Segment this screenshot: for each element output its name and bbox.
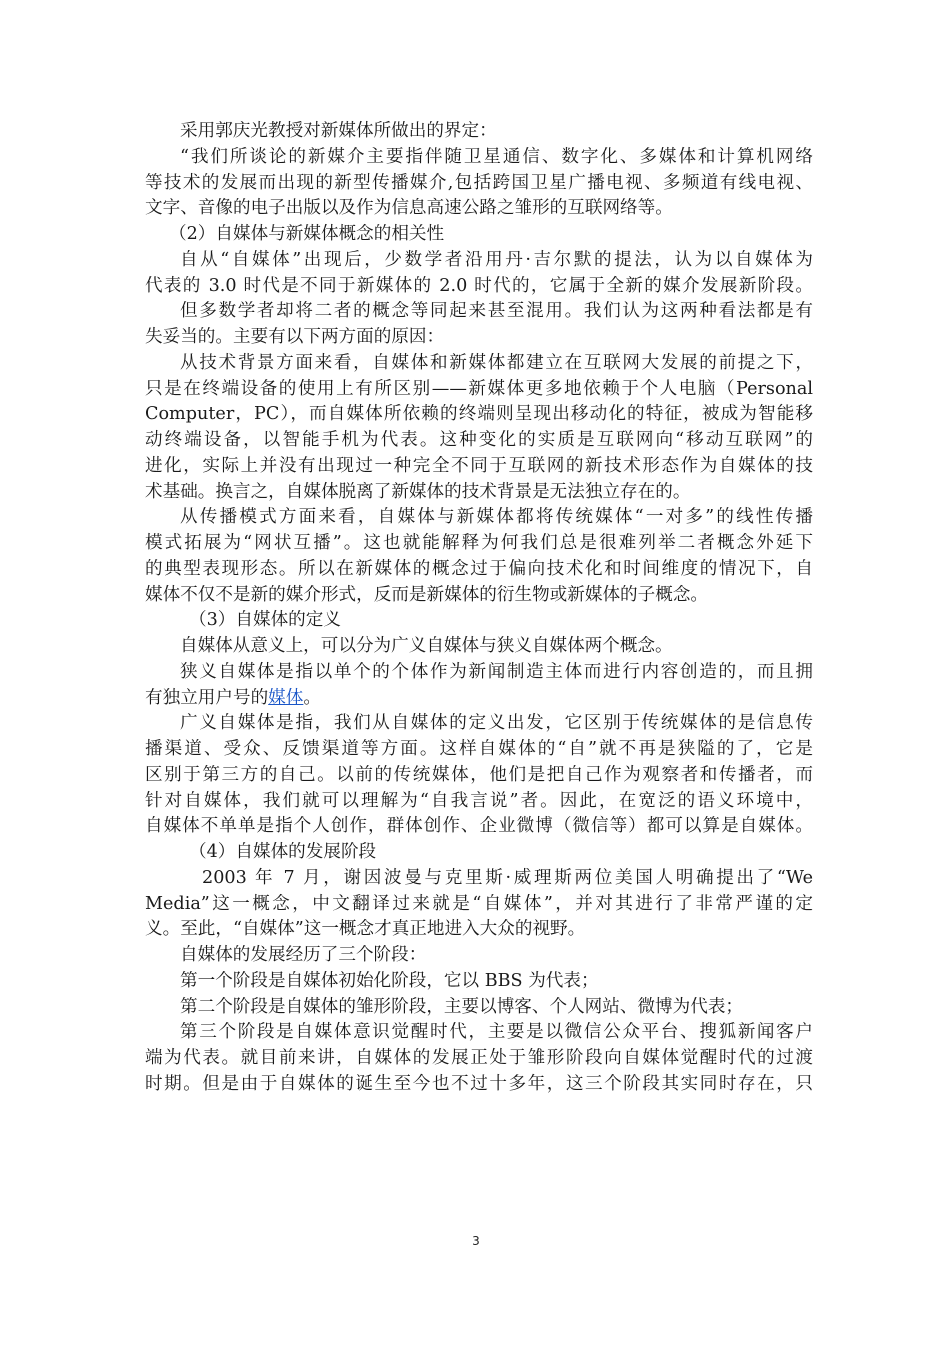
paragraph-line: Computer，PC），而自媒体所依赖的终端则呈现出移动化的特征，被成为智能移 [145, 404, 813, 425]
paragraph-line: 针对自媒体，我们就可以理解为“自我言说”者。因此，在宽泛的语义环境中， [145, 790, 813, 811]
paragraph-line: 的典型表现形态。所以在新媒体的概念过于偏向技术化和时间维度的情况下，自 [145, 558, 813, 579]
paragraph-line: 动终端设备，以智能手机为代表。这种变化的实质是互联网向“移动互联网”的 [145, 430, 813, 450]
paragraph-line: 2003 年 7 月，谢因波曼与克里斯·威理斯两位美国人明确提出了“We [202, 867, 813, 888]
quote-line: 文字、音像的电子出版以及作为信息高速公路之雏形的互联网络等。 [145, 198, 673, 219]
paragraph-line: 自媒体从意义上，可以分为广义自媒体与狭义自媒体两个概念。 [180, 636, 673, 656]
paragraph-line: 进化，实际上并没有出现过一种完全不同于互联网的新技术形态作为自媒体的技 [145, 455, 813, 476]
paragraph-line: 媒体不仅不是新的媒介形式，反而是新媒体的衍生物或新媒体的子概念。 [145, 584, 709, 605]
paragraph-line: 时期。但是由于自媒体的诞生至今也不过十多年，这三个阶段其实同时存在，只 [145, 1073, 813, 1094]
media-link[interactable]: 媒体 [268, 687, 304, 708]
paragraph-line: 广义自媒体是指，我们从自媒体的定义出发，它区别于传统媒体的是信息传 [180, 713, 813, 734]
paragraph-line: 失妥当的。主要有以下两方面的原因： [145, 327, 445, 347]
quote-line: “我们所谈论的新媒介主要指伴随卫星通信、数字化、多媒体和计算机网络 [180, 146, 813, 167]
page-number: 3 [472, 1234, 480, 1248]
paragraph-line: 第二个阶段是自媒体的雏形阶段，主要以博客、个人网站、微博为代表； [180, 996, 744, 1017]
paragraph-line: 从传播模式方面来看，自媒体与新媒体都将传统媒体“一对多”的线性传播 [180, 507, 813, 528]
paragraph-line: 代表的 3.0 时代是不同于新媒体的 2.0 时代的，它属于全新的媒介发展新阶段。 [145, 275, 813, 296]
paragraph-line: 端为代表。就目前来讲，自媒体的发展正处于雏形阶段向自媒体觉醒时代的过渡 [145, 1048, 813, 1068]
paragraph-line: 自从“自媒体”出现后，少数学者沿用丹·吉尔默的提法，认为以自媒体为 [180, 249, 813, 270]
paragraph-line: 第三个阶段是自媒体意识觉醒时代，主要是以微信公众平台、搜狐新闻客户 [180, 1022, 813, 1043]
paragraph-line: 但多数学者却将二者的概念等同起来甚至混用。我们认为这两种看法都是有 [180, 301, 813, 322]
paragraph-line: 自媒体不单单是指个人创作，群体创作、企业微博（微信等）都可以算是自媒体。 [145, 816, 813, 837]
section-heading-2: （2）自媒体与新媒体概念的相关性 [169, 224, 445, 244]
quote-line: 等技术的发展而出现的新型传播媒介,包括跨国卫星广播电视、多频道有线电视、 [145, 172, 813, 193]
paragraph-line: 只是在终端设备的使用上有所区别——新媒体更多地依赖于个人电脑（Personal [145, 378, 813, 399]
paragraph-line: 区别于第三方的自己。以前的传统媒体，他们是把自己作为观察者和传播者，而 [145, 764, 813, 785]
paragraph-line [145, 686, 813, 712]
paragraph-line: Media”这一概念，中文翻译过来就是“自媒体”，并对其进行了非常严谨的定 [145, 893, 813, 914]
paragraph-line: 播渠道、受众、反馈渠道等方面。这样自媒体的“自”就不再是狭隘的了，它是 [145, 739, 813, 759]
paragraph-line: 义。至此，“自媒体”这一概念才真正地进入大众的视野。 [145, 919, 586, 940]
paragraph-line: 自媒体的发展经历了三个阶段： [180, 945, 427, 965]
section-heading-3: （3）自媒体的定义 [189, 610, 341, 631]
paragraph-line: 从技术背景方面来看，自媒体和新媒体都建立在互联网大发展的前提之下， [180, 352, 813, 373]
paragraph-line: 采用郭庆光教授对新媒体所做出的界定： [180, 121, 497, 141]
paragraph-line: 狭义自媒体是指以单个的个体作为新闻制造主体而进行内容创造的，而且拥 [180, 661, 813, 682]
line-text: 。 [303, 687, 321, 708]
line-text: 有独立用户号的 [145, 687, 269, 708]
section-heading-4: （4）自媒体的发展阶段 [189, 842, 377, 862]
paragraph-line: 第一个阶段是自媒体初始化阶段，它以 BBS 为代表； [180, 970, 599, 991]
paragraph-line: 模式拓展为“网状互播”。这也就能解释为何我们总是很难列举二者概念外延下 [145, 533, 813, 553]
paragraph-line: 术基础。换言之，自媒体脱离了新媒体的技术背景是无法独立存在的。 [145, 481, 691, 502]
body-text [145, 119, 813, 1098]
